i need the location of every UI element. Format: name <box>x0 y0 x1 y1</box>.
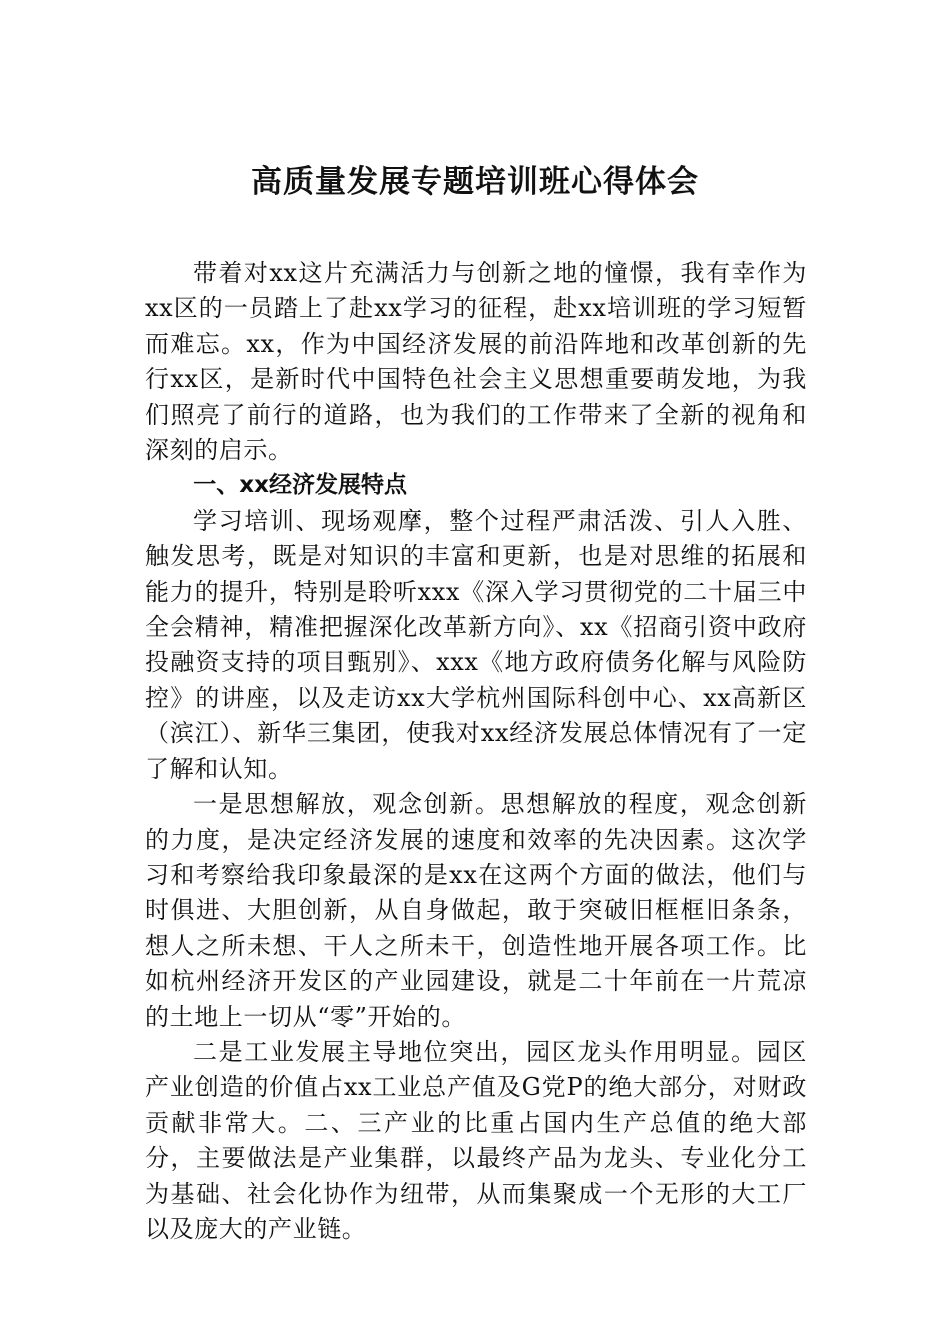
document-body <box>145 256 807 1247</box>
body-paragraph-point-one: 一是思想解放，观念创新。思想解放的程度，观念创新的力度，是决定经济发展的速度和效率的先决因素。这次学习和考察给我印象最深的是xx在这两个方面的做法，他们与时俱进、大胆创新，从自身做起，敢于突破旧框框旧条条，想人之所未想、干人之所未干，创造性地开展各项工作。比如杭州经济开发区的产业园建设，就是二十年前在一片荒凉的土地上一切从“零”开始的。 <box>145 790 807 1031</box>
intro-paragraph: 带着对xx这片充满活力与创新之地的憧憬，我有幸作为xx区的一员踏上了赴xx学习的征程，赴xx培训班的学习短暂而难忘。xx，作为中国经济发展的前沿阵地和改革创新的先行xx区，是新时代中国特色社会主义思想重要萌发地，为我们照亮了前行的道路，也为我们的工作带来了全新的视角和深刻的启示。 <box>145 259 807 465</box>
body-paragraph-point-two: 二是工业发展主导地位突出，园区龙头作用明显。园区产业创造的价值占xx工业总产值及G党P的绝大部分，对财政贡献非常大。二、三产业的比重占国内生产总值的绝大部分，主要做法是产业集群，以最终产品为龙头、专业化分工为基础、社会化协作为纽带，从而集聚成一个无形的大工厂以及庞大的产业链。 <box>145 1037 807 1243</box>
section-heading: 一、xx经济发展特点 <box>193 472 407 499</box>
body-paragraph-training: 学习培训、现场观摩，整个过程严肃活泼、引人入胜、触发思考，既是对知识的丰富和更新，也是对思维的拓展和能力的提升，特别是聆听xxx《深入学习贯彻党的二十届三中全会精神，精准把握深化改革新方向》、xx《招商引资中政府投融资支持的项目甄别》、xxx《地方政府债务化解与风险防控》的讲座，以及走访xx大学杭州国际科创中心、xx高新区（滨江）、新华三集团，使我对xx经济发展总体情况有了一定了解和认知。 <box>145 506 807 783</box>
document-title: 高质量发展专题培训班心得体会 <box>251 164 699 200</box>
